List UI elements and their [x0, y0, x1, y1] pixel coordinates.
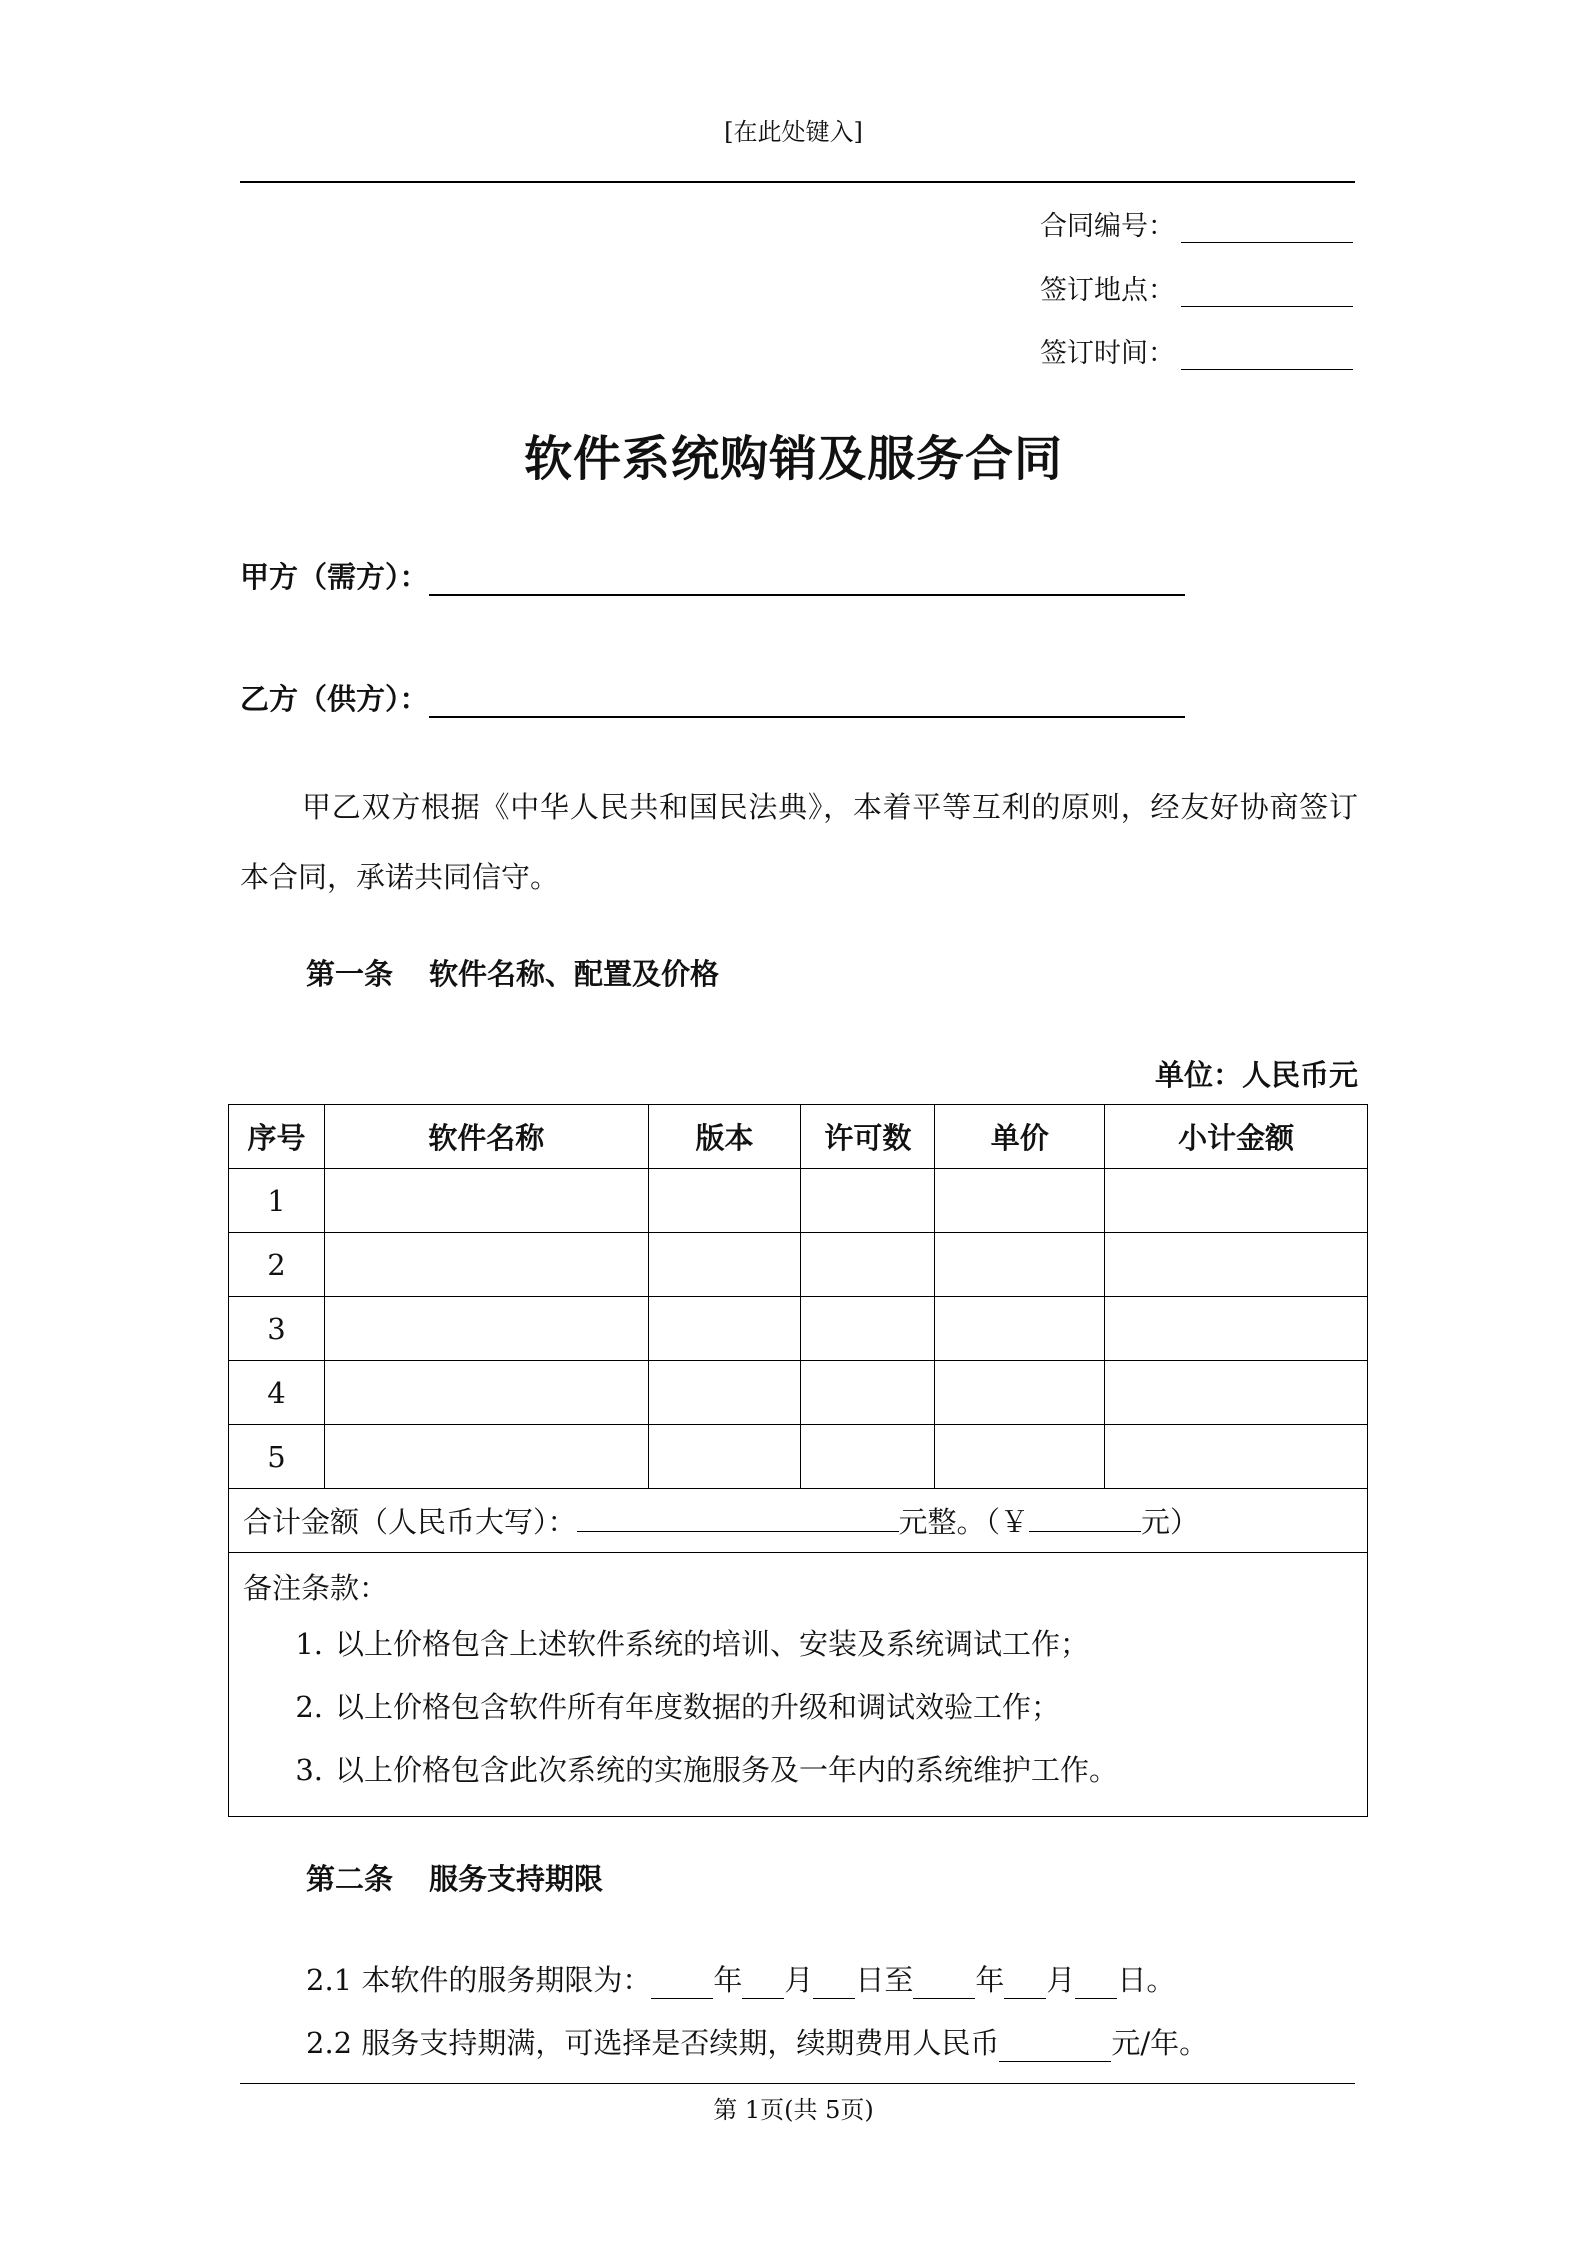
- note-text: 以上价格包含软件所有年度数据的升级和调试效验工作；: [335, 1690, 1061, 1724]
- start-month-field[interactable]: [742, 1970, 784, 1999]
- table-row: [229, 1425, 1368, 1489]
- article-2-number: 第二条: [306, 1862, 394, 1896]
- article-1-heading: [306, 952, 719, 993]
- contract-number-row: [1040, 204, 1353, 243]
- notes-cell: [229, 1553, 1368, 1817]
- subtotal-cell[interactable]: [1105, 1297, 1368, 1361]
- article-1-number: 第一条: [306, 957, 394, 991]
- header-subtotal: 小计金额: [1105, 1105, 1368, 1169]
- day-end-label: 日。: [1117, 1963, 1176, 1997]
- price-table: [228, 1104, 1368, 1817]
- total-cell: [229, 1489, 1368, 1553]
- signing-place-row: [1040, 268, 1353, 307]
- version-cell[interactable]: [648, 1361, 801, 1425]
- table-row: [229, 1361, 1368, 1425]
- row-number: 2: [229, 1233, 325, 1297]
- header-rule: [240, 181, 1355, 183]
- subtotal-cell[interactable]: [1105, 1169, 1368, 1233]
- note-number: 2.: [295, 1690, 323, 1724]
- total-row: [229, 1489, 1368, 1553]
- party-a-field[interactable]: [429, 564, 1185, 596]
- total-label: 合计金额（人民币大写）：: [243, 1505, 577, 1539]
- month-label: 月: [1046, 1963, 1076, 1997]
- document-title: 软件系统购销及服务合同: [523, 431, 1063, 487]
- page-header: [在此处键入]: [724, 118, 863, 146]
- software-name-cell[interactable]: [324, 1361, 648, 1425]
- clause-2-2-suffix: 元/年。: [1111, 2026, 1209, 2060]
- version-cell[interactable]: [648, 1425, 801, 1489]
- note-number: 3.: [295, 1753, 323, 1787]
- table-header-row: [229, 1105, 1368, 1169]
- currency-unit: 单位：人民币元: [1154, 1058, 1358, 1092]
- total-mid-text: 元整。（￥: [898, 1505, 1030, 1539]
- note-item: [243, 1739, 1353, 1802]
- subtotal-cell[interactable]: [1105, 1361, 1368, 1425]
- day-to-label: 日至: [855, 1963, 914, 1997]
- version-cell[interactable]: [648, 1169, 801, 1233]
- preamble-paragraph: 甲乙双方根据《中华人民共和国民法典》，本着平等互利的原则，经友好协商签订本合同，承诺共同信守。: [240, 790, 1358, 894]
- unit-price-cell[interactable]: [935, 1425, 1105, 1489]
- contract-number-label: 合同编号：: [1040, 211, 1175, 242]
- unit-price-cell[interactable]: [935, 1233, 1105, 1297]
- total-amount-field[interactable]: [1029, 1503, 1141, 1532]
- note-item: [243, 1676, 1353, 1739]
- page-footer: 第 1页(共 5页): [713, 2096, 874, 2124]
- unit-price-cell[interactable]: [935, 1169, 1105, 1233]
- clause-2-1: [306, 1958, 1175, 1999]
- version-cell[interactable]: [648, 1297, 801, 1361]
- software-name-cell[interactable]: [324, 1425, 648, 1489]
- article-2-heading: [306, 1857, 603, 1898]
- note-item: [243, 1613, 1353, 1676]
- article-2-title: 服务支持期限: [429, 1862, 604, 1896]
- signing-time-row: [1040, 331, 1353, 370]
- licenses-cell[interactable]: [801, 1297, 935, 1361]
- unit-price-cell[interactable]: [935, 1361, 1105, 1425]
- footer-rule: [240, 2083, 1355, 2084]
- licenses-cell[interactable]: [801, 1169, 935, 1233]
- header-version: 版本: [648, 1105, 801, 1169]
- clause-2-1-text: 2.1 本软件的服务期限为：: [306, 1963, 652, 1997]
- header-seq: 序号: [229, 1105, 325, 1169]
- clause-2-2-text: 2.2 服务支持期满，可选择是否续期，续期费用人民币: [306, 2026, 1000, 2060]
- version-cell[interactable]: [648, 1233, 801, 1297]
- start-day-field[interactable]: [813, 1970, 855, 1999]
- note-text: 以上价格包含此次系统的实施服务及一年内的系统维护工作。: [335, 1753, 1119, 1787]
- notes-row: [229, 1553, 1368, 1817]
- party-a-row: [240, 555, 1185, 596]
- signing-place-label: 签订地点：: [1040, 275, 1175, 306]
- note-text: 以上价格包含上述软件系统的培训、安装及系统调试工作；: [335, 1627, 1090, 1661]
- header-unit-price: 单价: [935, 1105, 1105, 1169]
- licenses-cell[interactable]: [801, 1361, 935, 1425]
- year-label: 年: [713, 1963, 743, 1997]
- end-day-field[interactable]: [1075, 1970, 1117, 1999]
- contract-number-field[interactable]: [1181, 216, 1353, 243]
- row-number: 5: [229, 1425, 325, 1489]
- party-a-label: 甲方（需方）：: [240, 560, 429, 594]
- article-1-title: 软件名称、配置及价格: [429, 957, 720, 991]
- subtotal-cell[interactable]: [1105, 1233, 1368, 1297]
- table-row: [229, 1297, 1368, 1361]
- signing-time-label: 签订时间：: [1040, 338, 1175, 369]
- party-b-field[interactable]: [429, 686, 1185, 718]
- software-name-cell[interactable]: [324, 1233, 648, 1297]
- signing-time-field[interactable]: [1181, 343, 1353, 370]
- software-name-cell[interactable]: [324, 1297, 648, 1361]
- party-b-row: [240, 677, 1185, 718]
- month-label: 月: [784, 1963, 814, 1997]
- table-row: [229, 1169, 1368, 1233]
- row-number: 3: [229, 1297, 325, 1361]
- clause-2-2: [306, 2021, 1208, 2062]
- end-month-field[interactable]: [1004, 1970, 1046, 1999]
- total-suffix: 元）: [1141, 1505, 1200, 1539]
- header-software-name: 软件名称: [324, 1105, 648, 1169]
- end-year-field[interactable]: [913, 1970, 975, 1999]
- unit-price-cell[interactable]: [935, 1297, 1105, 1361]
- licenses-cell[interactable]: [801, 1425, 935, 1489]
- total-words-field[interactable]: [577, 1503, 899, 1532]
- signing-place-field[interactable]: [1181, 280, 1353, 307]
- header-licenses: 许可数: [801, 1105, 935, 1169]
- note-number: 1.: [295, 1627, 323, 1661]
- party-b-label: 乙方（供方）：: [240, 682, 429, 716]
- row-number: 1: [229, 1169, 325, 1233]
- subtotal-cell[interactable]: [1105, 1425, 1368, 1489]
- software-name-cell[interactable]: [324, 1169, 648, 1233]
- table-row: [229, 1233, 1368, 1297]
- notes-label: 备注条款：: [243, 1571, 389, 1605]
- licenses-cell[interactable]: [801, 1233, 935, 1297]
- row-number: 4: [229, 1361, 325, 1425]
- renewal-fee-field[interactable]: [999, 2033, 1111, 2062]
- year-label: 年: [975, 1963, 1005, 1997]
- start-year-field[interactable]: [651, 1970, 713, 1999]
